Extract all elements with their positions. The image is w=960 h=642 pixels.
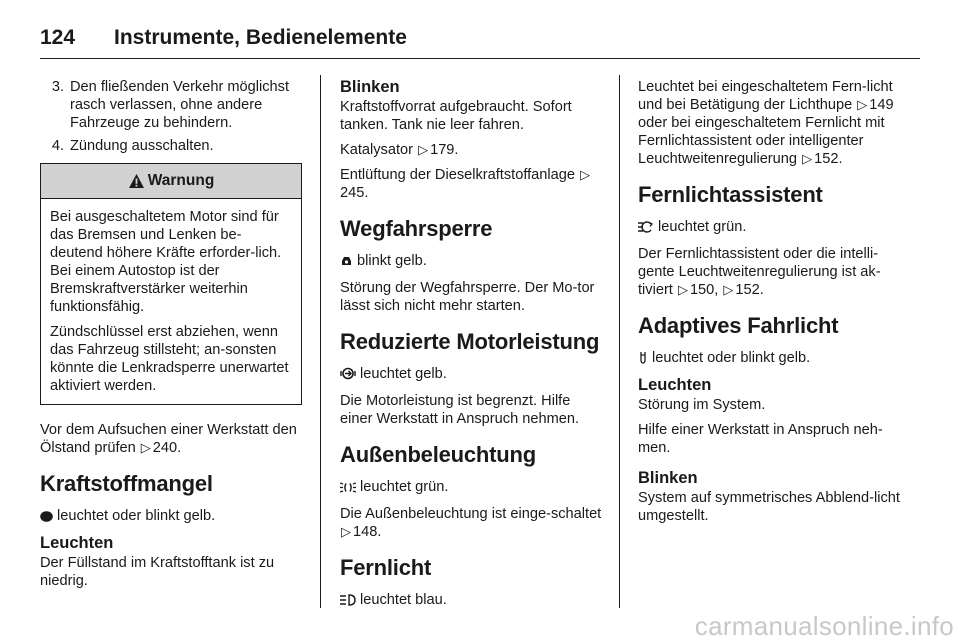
reference-arrow-icon: ▷ bbox=[580, 167, 591, 182]
reference-arrow-icon: ▷ bbox=[341, 524, 351, 539]
adaptive-light-icon bbox=[638, 351, 648, 369]
page-title: Instrumente, Bedienelemente bbox=[114, 26, 407, 49]
subheading-leuchten: Leuchten bbox=[40, 534, 114, 552]
column-2 bbox=[340, 78, 602, 618]
reference-arrow-icon: ▷ bbox=[802, 151, 813, 166]
reference-arrow-icon: ▷ bbox=[677, 282, 688, 297]
column-1 bbox=[40, 78, 302, 597]
fuel-text: Der Füllstand im Kraftstofftank ist zu niedrig. bbox=[40, 555, 275, 589]
immobilizer-status: blinkt gelb. bbox=[340, 252, 602, 272]
list-item: 3. Den fließenden Verkehr möglichst rasch verlassen, ohne andere Fahrzeuge zu behindern. bbox=[51, 79, 290, 131]
section-heading-fuel: Kraftstoffmangel bbox=[40, 471, 213, 496]
page-reference: 245. bbox=[340, 185, 369, 201]
high-beam-icon bbox=[340, 593, 356, 611]
warning-header bbox=[41, 164, 301, 199]
adaptive-light-status: leuchtet oder blinkt gelb. bbox=[638, 349, 906, 369]
reference-arrow-icon: ▷ bbox=[857, 97, 868, 112]
high-beam-text: Leuchtet bei eingeschaltetem Fern-licht und bei Betätigung der Lichthupe ▷ 149 oder bei eingeschaltetem Fernlicht mit Fernlichtassistent oder intelligenter Leuchtweitenregulierung ▷ 152. bbox=[638, 79, 894, 167]
column-divider bbox=[320, 75, 321, 608]
blinken-text: System auf symmetrisches Abblend-licht umgestellt. bbox=[638, 490, 900, 524]
warning-text: Bei ausgeschaltetem Motor sind für das Bremsen und Lenken be-deutend höhere Kräfte erforder-lich. Bei einem Autostop ist der Bremskraftverstärker weiterhin funktionsfähig. bbox=[50, 209, 282, 315]
workshop-note: Vor dem Aufsuchen einer Werkstatt den Ölstand prüfen ▷ 240. bbox=[40, 422, 297, 456]
subheading-blinken: Blinken bbox=[638, 469, 698, 487]
warning-triangle-icon bbox=[128, 173, 145, 189]
page-reference: 150, bbox=[689, 282, 719, 298]
fuel-lamp-icon bbox=[40, 509, 53, 527]
high-beam-assist-status: leuchtet grün. bbox=[638, 218, 906, 238]
leuchten-help: Hilfe einer Werkstatt in Anspruch neh-men. bbox=[638, 422, 883, 456]
exterior-lights-status: leuchtet grün. bbox=[340, 478, 602, 498]
fuel-status: leuchtet oder blinkt gelb. bbox=[40, 507, 302, 527]
page-reference: 152. bbox=[814, 151, 843, 167]
high-beam-assist-text: Der Fernlichtassistent oder die intelli-gente Leuchtweitenregulierung ist ak-tiviert ▷ 150, ▷ 152. bbox=[638, 246, 881, 298]
page-reference: 152. bbox=[735, 282, 764, 298]
page-reference: 148. bbox=[353, 524, 382, 540]
page-number: 124 bbox=[40, 26, 76, 49]
column-divider bbox=[619, 75, 620, 608]
reduced-power-status: leuchtet gelb. bbox=[340, 365, 602, 385]
section-heading-reduced-power: Reduzierte Motorleistung bbox=[340, 329, 600, 354]
page-reference: 149 bbox=[869, 97, 894, 113]
page-reference: 240. bbox=[152, 440, 182, 456]
list-item: 4. Zündung ausschalten. bbox=[51, 138, 214, 154]
immobilizer-lamp-icon bbox=[340, 254, 353, 272]
diesel-note: Entlüftung der Dieselkraftstoffanlage ▷245. bbox=[340, 167, 591, 201]
reference-arrow-icon: ▷ bbox=[723, 282, 734, 297]
reduced-power-text: Die Motorleistung ist begrenzt. Hilfe einer Werkstatt in Anspruch nehmen. bbox=[340, 393, 580, 427]
warning-box bbox=[40, 163, 302, 405]
warning-body bbox=[41, 199, 301, 404]
warning-title: Warnung bbox=[147, 172, 215, 189]
engine-power-icon bbox=[340, 367, 356, 385]
watermark: carmanualsonline.info bbox=[694, 611, 954, 641]
subheading-leuchten: Leuchten bbox=[638, 376, 712, 394]
section-heading-exterior-lights: Außenbeleuchtung bbox=[340, 442, 537, 467]
catalyst-note: Katalysator ▷ 179. bbox=[340, 142, 459, 158]
section-heading-adaptive-light: Adaptives Fahrlicht bbox=[638, 313, 839, 338]
page-header bbox=[40, 18, 920, 59]
exterior-lights-text: Die Außenbeleuchtung ist einge-schaltet ▷ 148. bbox=[340, 506, 602, 540]
step-list bbox=[40, 78, 302, 155]
section-heading-high-beam-assist: Fernlichtassistent bbox=[638, 182, 823, 207]
subheading-blinken: Blinken bbox=[340, 78, 400, 96]
page-reference: 179. bbox=[430, 142, 459, 158]
warning-text: Zündschlüssel erst abziehen, wenn das Fahrzeug stillsteht; an-sonsten könnte die Lenkradsperre unerwartet aktiviert werden. bbox=[50, 324, 289, 394]
reference-arrow-icon: ▷ bbox=[140, 440, 151, 455]
reference-arrow-icon: ▷ bbox=[418, 142, 429, 157]
column-3 bbox=[638, 78, 906, 532]
section-heading-high-beam: Fernlicht bbox=[340, 555, 432, 580]
leuchten-text: Störung im System. bbox=[638, 397, 766, 413]
blinken-text: Kraftstoffvorrat aufgebraucht. Sofort tanken. Tank nie leer fahren. bbox=[340, 99, 572, 133]
high-beam-status: leuchtet blau. bbox=[340, 591, 602, 611]
high-beam-assist-icon bbox=[638, 220, 654, 238]
exterior-lights-icon bbox=[340, 480, 356, 498]
section-heading-immobilizer: Wegfahrsperre bbox=[340, 216, 493, 241]
immobilizer-text: Störung der Wegfahrsperre. Der Mo-tor lässt sich nicht mehr starten. bbox=[340, 280, 595, 314]
